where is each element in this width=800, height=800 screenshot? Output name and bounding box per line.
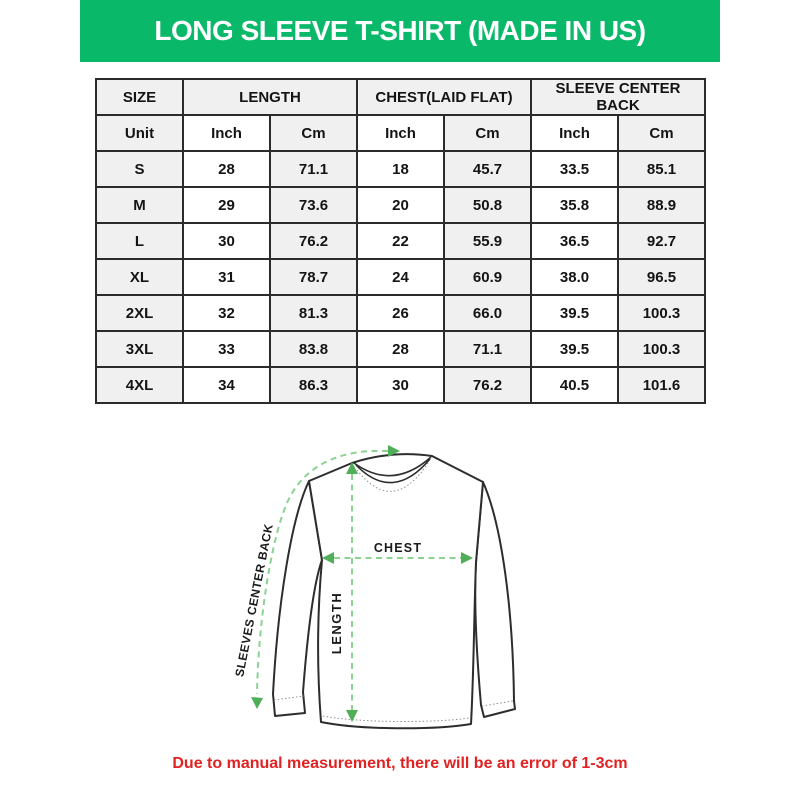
right-sleeve <box>475 482 515 717</box>
measurement-cell: 22 <box>357 223 444 259</box>
col-header-length: LENGTH <box>183 79 357 115</box>
measurement-cell: 100.3 <box>618 295 705 331</box>
measurement-cell: 33.5 <box>531 151 618 187</box>
measurement-cell: 32 <box>183 295 270 331</box>
size-cell: L <box>96 223 183 259</box>
size-cell: S <box>96 151 183 187</box>
measurement-cell: 66.0 <box>444 295 531 331</box>
col-header-chest: CHEST(LAID FLAT) <box>357 79 531 115</box>
size-table-body <box>96 151 705 403</box>
measurement-cell: 81.3 <box>270 295 357 331</box>
sleeves-center-back-label: SLEEVES CENTER BACK <box>232 522 276 678</box>
measurement-cell: 76.2 <box>270 223 357 259</box>
size-cell: 2XL <box>96 295 183 331</box>
measurement-cell: 34 <box>183 367 270 403</box>
title-banner <box>80 0 720 62</box>
measurement-cell: 36.5 <box>531 223 618 259</box>
measurement-cell: 31 <box>183 259 270 295</box>
measurement-cell: 92.7 <box>618 223 705 259</box>
table-row <box>96 223 705 259</box>
measurement-cell: 40.5 <box>531 367 618 403</box>
measurement-cell: 39.5 <box>531 331 618 367</box>
table-row <box>96 367 705 403</box>
measurement-error-note: Due to manual measurement, there will be an error of 1-3cm <box>172 755 628 772</box>
measurement-cell: 100.3 <box>618 331 705 367</box>
unit-header-cell: Cm <box>444 115 531 151</box>
measurement-cell: 55.9 <box>444 223 531 259</box>
measurement-cell: 60.9 <box>444 259 531 295</box>
measurement-cell: 20 <box>357 187 444 223</box>
measurement-cell: 88.9 <box>618 187 705 223</box>
measurement-cell: 45.7 <box>444 151 531 187</box>
measurement-cell: 28 <box>357 331 444 367</box>
size-cell: M <box>96 187 183 223</box>
shirt-measurement-diagram <box>220 430 580 750</box>
measurement-cell: 71.1 <box>270 151 357 187</box>
unit-header-cell: Cm <box>270 115 357 151</box>
measurement-cell: 30 <box>183 223 270 259</box>
table-row <box>96 331 705 367</box>
measurement-cell: 83.8 <box>270 331 357 367</box>
table-row <box>96 187 705 223</box>
group-header-row <box>96 79 705 115</box>
size-cell: 4XL <box>96 367 183 403</box>
unit-header-cell: Inch <box>531 115 618 151</box>
unit-header-row <box>96 115 705 151</box>
measurement-cell: 101.6 <box>618 367 705 403</box>
measurement-cell: 50.8 <box>444 187 531 223</box>
size-cell: 3XL <box>96 331 183 367</box>
size-cell: XL <box>96 259 183 295</box>
page-title: LONG SLEEVE T-SHIRT (MADE IN US) <box>154 15 646 46</box>
measurement-cell: 86.3 <box>270 367 357 403</box>
measurement-cell: 33 <box>183 331 270 367</box>
length-label: LENGTH <box>329 591 344 655</box>
measurement-cell: 30 <box>357 367 444 403</box>
measurement-cell: 26 <box>357 295 444 331</box>
measurement-cell: 38.0 <box>531 259 618 295</box>
unit-header-cell: Cm <box>618 115 705 151</box>
measurement-cell: 18 <box>357 151 444 187</box>
size-table-head <box>96 79 705 151</box>
table-row <box>96 259 705 295</box>
measurement-cell: 28 <box>183 151 270 187</box>
measurement-cell: 78.7 <box>270 259 357 295</box>
shirt-body <box>309 454 483 728</box>
measurement-cell: 96.5 <box>618 259 705 295</box>
table-row <box>96 295 705 331</box>
unit-header-cell: Inch <box>183 115 270 151</box>
measurement-cell: 35.8 <box>531 187 618 223</box>
col-header-size: SIZE <box>96 79 183 115</box>
unit-header-cell: Unit <box>96 115 183 151</box>
measurement-cell: 73.6 <box>270 187 357 223</box>
table-row <box>96 151 705 187</box>
col-header-sleeve: SLEEVE CENTER BACK <box>531 79 705 115</box>
measurement-cell: 71.1 <box>444 331 531 367</box>
chest-label: CHEST <box>373 541 423 555</box>
measurement-cell: 85.1 <box>618 151 705 187</box>
measurement-cell: 76.2 <box>444 367 531 403</box>
unit-header-cell: Inch <box>357 115 444 151</box>
size-table <box>95 78 706 404</box>
measurement-cell: 29 <box>183 187 270 223</box>
measurement-cell: 39.5 <box>531 295 618 331</box>
measurement-cell: 24 <box>357 259 444 295</box>
